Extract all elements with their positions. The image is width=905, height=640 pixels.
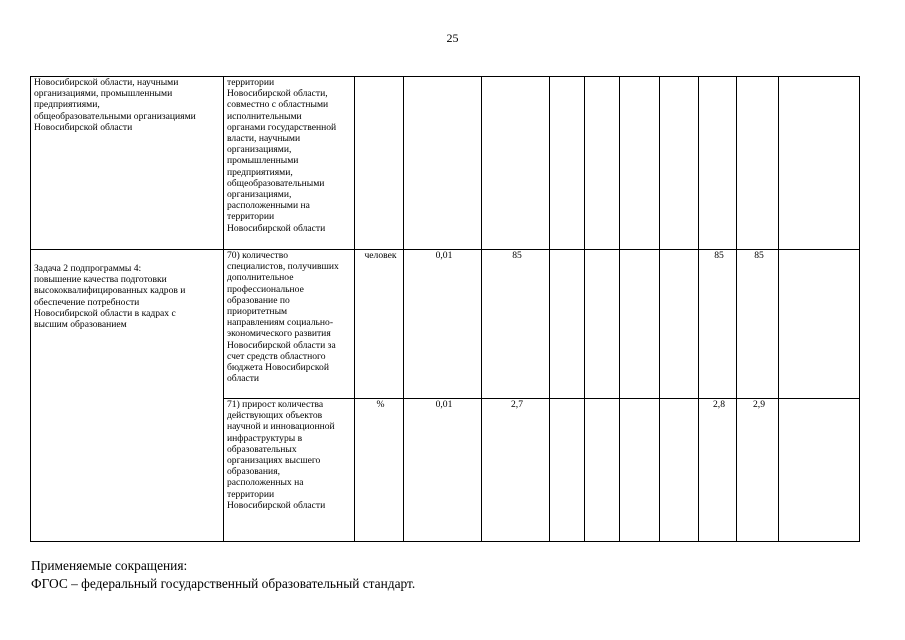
- cell-unit: человек: [355, 250, 404, 399]
- cell-value: 0,01: [404, 399, 482, 542]
- cell-empty: [585, 77, 620, 250]
- cell-empty: [550, 77, 585, 250]
- cell-empty: [737, 77, 779, 250]
- cell-empty: [660, 77, 699, 250]
- cell-indicator-continuation: территории Новосибирской области, совместно с областными исполнительными органами государственной власти, научными организациями, промышленными предприятиями, общеобразовательными организациями, расположенными на территории Новосибирской области: [224, 77, 355, 250]
- cell-empty: [620, 399, 660, 542]
- footnote-text: ФГОС – федеральный государственный образовательный стандарт.: [31, 576, 416, 591]
- page-number: 25: [446, 31, 459, 45]
- cell-empty: [404, 77, 482, 250]
- cell-empty: [779, 399, 860, 542]
- footnote-heading: Применяемые сокращения:: [31, 558, 188, 573]
- cell-indicator: 71) прирост количества действующих объектов научной и инновационной инфраструктуры в образовательных организациях высшего образования, расположенных на территории Новосибирской области: [224, 399, 355, 542]
- cell-indicator: 70) количество специалистов, получивших дополнительное профессиональное образование по приоритетным направлениям социально- экономического развития Новосибирской области за счет средств областного бюджета Новосибирской области: [224, 250, 355, 399]
- cell-value: 2,8: [699, 399, 737, 542]
- cell-goal-text: Новосибирской области, научными организациями, промышленными предприятиями, общеобразовательными организациями Новосибирской области: [31, 77, 224, 250]
- cell-value: 85: [482, 250, 550, 399]
- cell-empty: [355, 77, 404, 250]
- cell-empty: [550, 250, 585, 399]
- cell-empty: [779, 77, 860, 250]
- cell-empty: [620, 250, 660, 399]
- cell-empty: [585, 250, 620, 399]
- cell-unit: %: [355, 399, 404, 542]
- indicators-table: [30, 76, 860, 542]
- cell-value: 85: [737, 250, 779, 399]
- cell-empty: [699, 77, 737, 250]
- cell-value: 85: [699, 250, 737, 399]
- cell-value: 0,01: [404, 250, 482, 399]
- cell-empty: [620, 77, 660, 250]
- cell-value: 2,7: [482, 399, 550, 542]
- cell-empty: [585, 399, 620, 542]
- cell-value: 2,9: [737, 399, 779, 542]
- cell-empty: [660, 399, 699, 542]
- cell-empty: [660, 250, 699, 399]
- cell-empty: [779, 250, 860, 399]
- cell-empty: [482, 77, 550, 250]
- cell-task: [31, 250, 224, 542]
- table-row: [31, 77, 860, 250]
- cell-empty: [550, 399, 585, 542]
- task-text: Задача 2 подпрограммы 4: повышение качества подготовки высококвалифицированных кадров и обеспечение потребности Новосибирской области в кадрах с высшим образованием: [34, 263, 186, 331]
- table-row: [31, 250, 860, 399]
